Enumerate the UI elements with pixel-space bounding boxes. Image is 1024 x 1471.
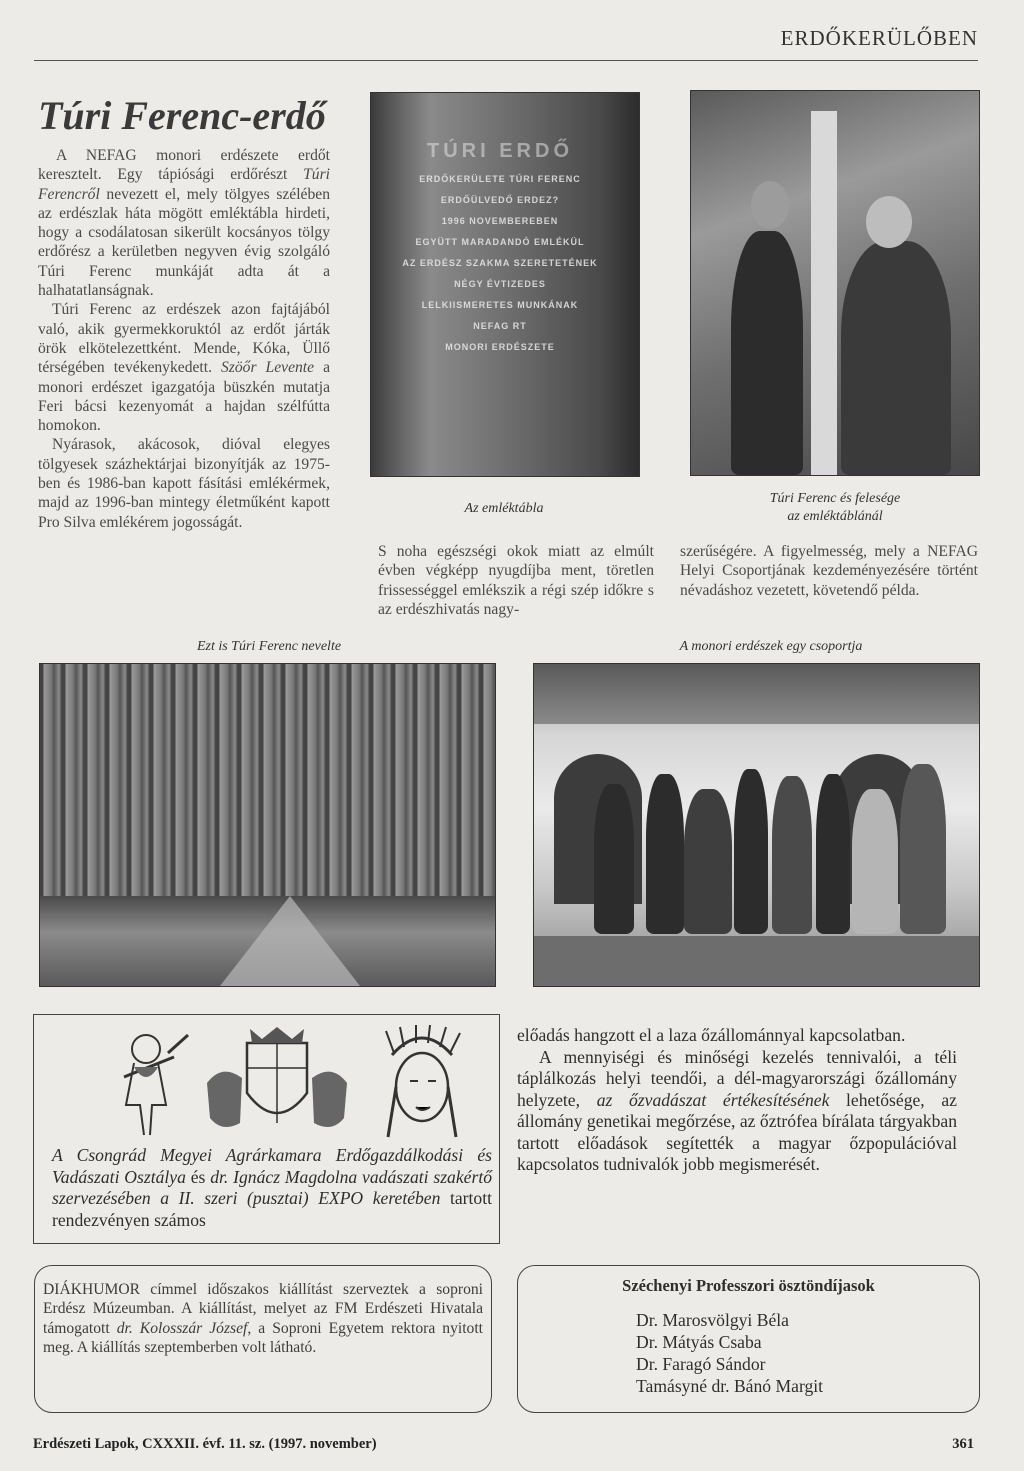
plaque-line: NÉGY ÉVTIZEDES (454, 279, 546, 289)
plaque-line: EGYÜTT MARADANDÓ EMLÉKÜL (415, 237, 585, 247)
body-text: tartott rendezvényen számos (52, 1188, 492, 1230)
expo-column-right (517, 1025, 957, 1176)
plaque-line: LELKIISMERETES MUNKÁNAK (421, 300, 579, 310)
szechenyi-box (517, 1265, 980, 1413)
caption-line: az emléktáblánál (787, 509, 883, 524)
paragraph-2: Túri Ferenc az erdészek azon fajtájából való, akik gyermekkoruktól az erdőt járták örök elkötelezettként. Mende, Kóka, Üllő térségében tevékenykedett. Szöőr Levente a monori erdészet igazgatója büszkén mutatja Feri bácsi kezenyomát a hajdan szélfútta homokon. (38, 301, 330, 435)
couple-photo (690, 90, 980, 476)
person-figure (646, 774, 684, 934)
szechenyi-title: Széchenyi Professzori ösztöndíjasok (622, 1276, 875, 1295)
plaque-line: TÚRI ERDŐ (427, 140, 573, 162)
person-figure (731, 231, 803, 475)
memorial-post (811, 111, 837, 475)
memorial-plaque-photo (370, 92, 640, 477)
list-item: Dr. Faragó Sándor (636, 1354, 766, 1374)
expo-box-text (52, 1145, 492, 1231)
plaque-line: ERDŐKERÜLETE TÚRI FERENC (419, 174, 581, 184)
plaque-line: NEFAG RT (473, 321, 527, 331)
forest-path (220, 896, 360, 986)
journal-footer: Erdészeti Lapok, CXXXII. évf. 11. sz. (1997. november) (33, 1436, 377, 1452)
list-item: Dr. Marosvölgyi Béla (636, 1310, 789, 1330)
person-head (751, 181, 789, 229)
person-figure (772, 776, 812, 934)
organizer-text: A Csongrád Megyei Agrárkamara Erdőgazdálkodási és Vadászati Osztálya (52, 1145, 492, 1187)
article-column-1 (38, 146, 330, 532)
person-figure (900, 764, 946, 934)
exhibition-name: DIÁKHUMOR (43, 1281, 141, 1298)
article-column-3 (680, 542, 978, 600)
connector-text: és (185, 1166, 211, 1187)
paragraph-1: A NEFAG monori erdészete erdőt keresztelt. Egy tápiósági erdőrészt Túri Ferencről nevezett el, mely tölgyes szélében az erdészlak háta mögött emléktábla hirdeti, hogy a csodálatosan sikerült kocsányos tölgy erdőrész a kerületben negyven évig szolgáló Túri Ferenc munkáját adta át a halhatatlanságnak. (38, 147, 330, 300)
paragraph: A mennyiségi és minőségi kezelés tennivalói, a téli táplálkozás helyi teendői, a dél-magyarországi őzállomány helyzete, az őzvadászat értékesítésének lehetősége, az állomány genetikai megőrzése, az őztrófea bírálata tárgyakban tartott előadások segítették a magyar őzpopulációval kapcsolatos tudnivalók jobb megismerését. (517, 1046, 957, 1174)
page-number: 361 (952, 1436, 974, 1452)
organizer-text: dr. Ignácz Magdolna vadászati szakértő szervezésében a II. szeri (pusztai) EXPO keretében (52, 1166, 492, 1208)
top-rule (34, 60, 978, 61)
caption-couple (735, 490, 935, 526)
plaque-line: 1996 NOVEMBEREBEN (441, 216, 559, 226)
paragraph: S noha egészségi okok miatt az elmúlt évben végképp nyugdíjba ment, töretlen frissességgel emlékszik a régi szép időkre s az erdészhivatás nagy- (378, 543, 654, 618)
ground (534, 936, 979, 986)
section-title: ERDŐKERÜLŐBEN (780, 26, 978, 50)
coat-of-arms-icon (202, 1023, 352, 1141)
person-head (866, 196, 912, 248)
person-figure (816, 774, 850, 934)
forest-photo (39, 663, 496, 987)
article-column-2 (378, 542, 654, 619)
paragraph: szerűségére. A figyelmesség, mely a NEFAG Helyi Csoportjának kezdeményezésére történt névadáshoz vezetett, követendő példa. (680, 543, 978, 599)
caption-group: A monori erdészek egy csoportja (679, 639, 863, 654)
list-item: Dr. Mátyás Csaba (636, 1332, 762, 1352)
paragraph-3: Nyárasok, akácosok, dióval elegyes tölgyesek százhektárjai bizonyítják az 1975-ben és 1986-ban kapott fásítási emlékérmek, majd az 1996-ban mintegy életműként kapott Pro Silva emlékérem jogosságát. (38, 436, 330, 531)
plaque-line: ERDŐÜLVEDŐ ERDEZ? (440, 195, 560, 205)
caption-line: Túri Ferenc és felesége (769, 491, 901, 506)
plaque-line: MONORI ERDÉSZETE (445, 342, 555, 352)
building-roof (534, 664, 979, 724)
list-item: Tamásyné dr. Bánó Margit (636, 1376, 824, 1396)
warrior-head-icon (380, 1025, 464, 1141)
person-figure (841, 241, 951, 475)
expo-box (33, 1014, 500, 1244)
person-figure (734, 769, 768, 934)
plaque-inscription (393, 133, 607, 358)
article-title: Túri Ferenc-erdő (38, 93, 326, 138)
person-figure (684, 789, 732, 934)
hunter-figure-icon (104, 1027, 194, 1139)
person-figure (852, 789, 898, 934)
caption-memorial: Az emléktábla (464, 501, 544, 516)
diakhumor-text: DIÁKHUMOR címmel időszakos kiállítást szerveztek a soproni Erdész Múzeumban. A kiállítást, melyet az FM Erdészeti Hivatala támogatott dr. Kolosszár József, a Soproni Egyetem rektora nyitott meg. A kiállítás szeptemberben volt látható. (43, 1281, 484, 1356)
paragraph: előadás hangzott el a laza őzállománnyal kapcsolatban. (517, 1025, 906, 1045)
emblem-row (34, 1023, 499, 1141)
group-photo (533, 663, 980, 987)
person-figure (594, 784, 634, 934)
plaque-line: AZ ERDÉSZ SZAKMA SZERETETÉNEK (402, 258, 598, 268)
caption-forest: Ezt is Túri Ferenc nevelte (196, 639, 342, 654)
diakhumor-box (34, 1265, 492, 1413)
scholar-list (636, 1309, 823, 1397)
